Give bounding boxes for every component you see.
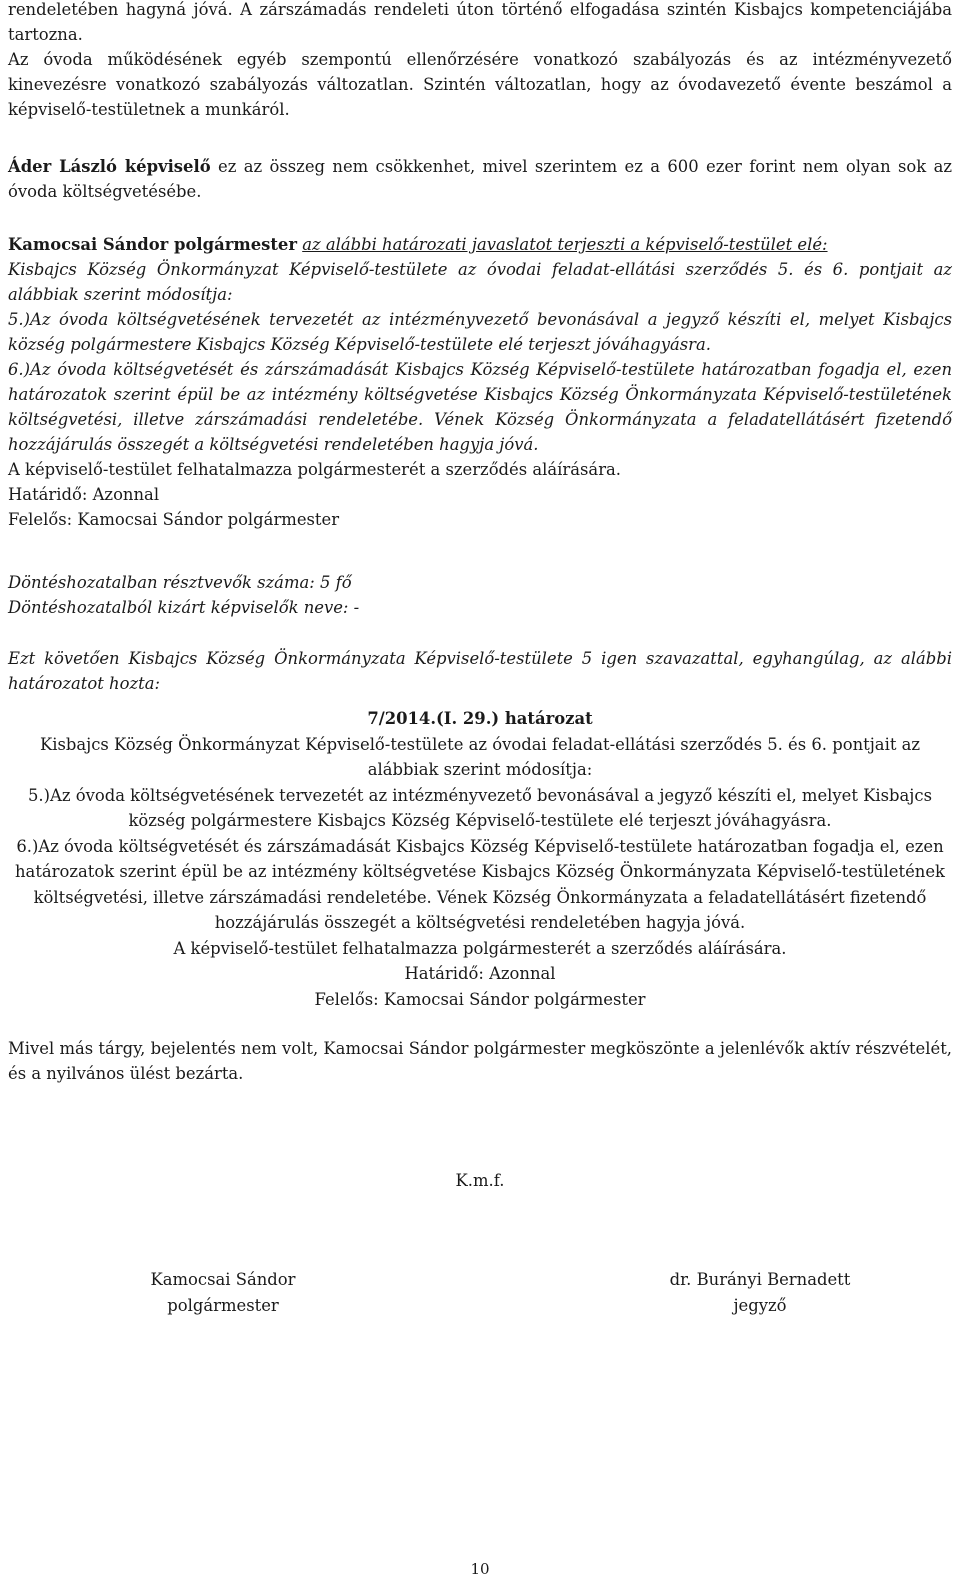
closing-section [8, 1036, 952, 1086]
excluded-members: Döntéshozatalból kizárt képviselők neve: - [8, 598, 360, 617]
page-number: 10 [470, 1560, 490, 1578]
vote-section [8, 646, 952, 696]
signature-left [108, 1267, 338, 1319]
kmf-label: K.m.f. [455, 1171, 505, 1190]
ader-speaker: Áder László képviselő [8, 157, 211, 176]
proposal-section [8, 232, 952, 532]
signature-right [640, 1267, 880, 1319]
closing-text: Mivel más tárgy, bejelentés nem volt, Kamocsai Sándor polgármester megköszönte a jelenlévők aktív részvételét, és a nyilvános ülést bezárta. [8, 1039, 952, 1083]
signature-right-name: dr. Burányi Bernadett [669, 1270, 851, 1289]
ader-text: ez az összeg nem csökkenhet, mivel szerintem ez a 600 ezer forint nem olyan sok az óvoda költségvetésébe. [8, 157, 952, 201]
resolution-item: 6.)Az óvoda költségvetését és zárszámadását Kisbajcs Község Képviselő-testülete határozatban fogadja el, ezen határozatok szerint épül be az intézmény költségvetése Kisbajcs Község Önkormányzata Képviselő-testületének költségvetési, illetve zárszámadási rendeletébe. Vének Község Önkormányzata a feladatellátásért fizetendő hozzájárulás összegét a költségvetési rendeletében hagyja jóvá. [14, 836, 945, 932]
decision-info [8, 570, 952, 620]
proposal-responsible: Felelős: Kamocsai Sándor polgármester [8, 510, 340, 529]
proposal-item: 5.)Az óvoda költségvetésének tervezetét az intézményvezető bevonásával a jegyző készíti el, melyet Kisbajcs község polgármestere Kisbajcs Község Képviselő-testülete elé terjeszt jóváhagyásra. [8, 310, 952, 354]
resolution-authorization: A képviselő-testület felhatalmazza polgármesterét a szerződés aláírására. [173, 938, 787, 958]
vote-text: Ezt követően Kisbajcs Község Önkormányzata Képviselő-testülete 5 igen szavazattal, egyhangúlag, az alábbi határozatot hozta: [8, 649, 952, 693]
signature-left-name: Kamocsai Sándor [150, 1270, 296, 1289]
ader-section [8, 154, 952, 204]
ader-paragraph [8, 154, 952, 204]
signature-left-role: polgármester [167, 1296, 279, 1315]
resolution-section [8, 706, 952, 1012]
intro-section [8, 0, 952, 122]
proposal-item: Kisbajcs Község Önkormányzat Képviselő-testülete az óvodai feladat-ellátási szerződés 5. és 6. pontjait az alábbiak szerint módosítja: [8, 260, 952, 304]
intro-paragraph: Az óvoda működésének egyéb szempontú ellenőrzésére vonatkozó szabályozás és az intézményvezető kinevezésre vonatkozó szabályozás változatlan. Szintén változatlan, hogy az óvodavezető évente beszámol a képviselő-testületnek a munkáról. [8, 50, 952, 119]
proposal-intro [8, 232, 952, 257]
proposal-lead: az alábbi határozati javaslatot terjeszti a képviselő-testület elé: [302, 235, 828, 254]
intro-paragraph: rendeletében hagyná jóvá. A zárszámadás rendeleti úton történő elfogadása szintén Kisbajcs kompetenciájába tartozna. [8, 0, 952, 44]
proposal-item: 6.)Az óvoda költségvetését és zárszámadását Kisbajcs Község Képviselő-testülete határozatban fogadja el, ezen határozatok szerint épül be az intézmény költségvetése Kisbajcs Község Önkormányzata Képviselő-testületének költségvetési, illetve zárszámadási rendeletébe. Vének Község Önkormányzata a feladatellátásért fizetendő hozzájárulás összegét a költségvetési rendeletében hagyja jóvá. [8, 360, 952, 454]
resolution-deadline: Határidő: Azonnal [404, 964, 556, 983]
kamocsai-speaker: Kamocsai Sándor polgármester [8, 235, 297, 254]
resolution-item: 5.)Az óvoda költségvetésének tervezetét az intézményvezető bevonásával a jegyző készíti el, melyet Kisbajcs község polgármestere Kisbajcs Község Képviselő-testülete elé terjeszt jóváhagyásra. [28, 785, 932, 830]
proposal-deadline: Határidő: Azonnal [8, 485, 160, 504]
resolution-title: 7/2014.(I. 29.) határozat [367, 709, 593, 728]
signature-right-role: jegyző [733, 1296, 787, 1315]
proposal-authorization: A képviselő-testület felhatalmazza polgármesterét a szerződés aláírására. [8, 460, 622, 479]
participants-count: Döntéshozatalban résztvevők száma: 5 fő [8, 573, 352, 592]
resolution-responsible: Felelős: Kamocsai Sándor polgármester [314, 989, 646, 1009]
resolution-item: Kisbajcs Község Önkormányzat Képviselő-testülete az óvodai feladat-ellátási szerződés 5. és 6. pontjait az alábbiak szerint módosítja: [39, 734, 921, 779]
